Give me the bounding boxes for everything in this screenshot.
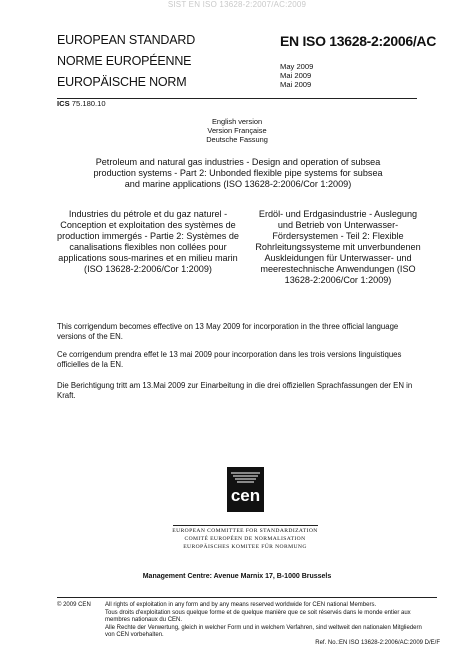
committee-fr: COMITÉ EUROPÉEN DE NORMALISATION: [184, 536, 306, 542]
footer-divider: [57, 597, 437, 598]
rights-de: Alle Rechte der Verwertung, gleich in welcher Form und in welchem Verfahren, sind weltweit den nationalen Mitgliedern von CEN vorbehalten.: [105, 624, 422, 639]
ics-value: 75.180.10: [71, 99, 106, 108]
committee-divider: [173, 525, 318, 526]
copyright: © 2009 CEN: [57, 602, 91, 608]
rights-fr: Tous droits d'exploitation sous quelque forme et de quelque manière que ce soit réservés dans le monde entier aux membres nationaux du CEN.: [105, 609, 411, 624]
standard-name-fr: NORME EUROPÉENNE: [57, 54, 192, 68]
date-fr: Mai 2009: [280, 71, 312, 80]
watermark: SIST EN ISO 13628-2:2007/AC:2009: [167, 0, 307, 9]
committee-en: EUROPEAN COMMITTEE FOR STANDARDIZATION: [172, 528, 318, 534]
cen-logo-text: cen: [230, 486, 261, 505]
title-english: Petroleum and natural gas industries - Design and operation of subsea production systems - Part 2: Unbonded flexible pipe systems for subsea and marine applications (ISO 13628-2:2006/Cor 1:2009): [93, 157, 383, 189]
corrigendum-french: Ce corrigendum prendra effet le 13 mai 2009 pour incorporation dans les trois versions linguistiques officielles de la EN.: [57, 350, 402, 369]
standard-code: EN ISO 13628-2:2006/AC: [280, 33, 437, 49]
version-fr: Version Française: [207, 126, 267, 135]
date-en: May 2009: [280, 62, 314, 71]
title-german: Erdöl- und Erdgasindustrie - Auslegung und Betrieb von Unterwasser-Fördersystemen - Teil 2: Flexible Rohrleitungssysteme mit unverbundenen Auskleidungen für Unterwasser- und meerestechnische Anwendungen (ISO 13628-2:2006/Cor 1:2009): [255, 209, 421, 285]
title-french: Industries du pétrole et du gaz naturel - Conception et exploitation des systèmes de production immergés - Partie 2: Systèmes de canalisations flexibles non collées pour applications sous-marines et en milieu marin (ISO 13628-2:2006/Cor 1:2009): [57, 209, 239, 274]
committee-de: EUROPÄISCHES KOMITEE FÜR NORMUNG: [183, 544, 307, 550]
ics-line: [57, 99, 106, 108]
corrigendum-english: This corrigendum becomes effective on 13 May 2009 for incorporation in the three official language versions of the EN.: [57, 322, 399, 341]
reference-number: Ref. No.:EN ISO 13628-2:2006/AC:2009 D/E/F: [315, 640, 440, 646]
management-centre: Management Centre: Avenue Marnix 17, B-1000 Brussels: [142, 573, 332, 580]
corrigendum-german: Die Berichtigung tritt am 13.Mai 2009 zur Einarbeitung in die drei offiziellen Sprachfassungen der EN in Kraft.: [57, 381, 413, 400]
cen-logo: [227, 467, 264, 512]
standard-name-en: EUROPEAN STANDARD: [57, 33, 196, 47]
date-de: Mai 2009: [280, 80, 312, 89]
version-de: Deutsche Fassung: [206, 135, 268, 144]
ics-label: ICS: [57, 99, 70, 108]
standard-name-de: EUROPÄISCHE NORM: [57, 75, 187, 89]
rights-en: All rights of exploitation in any form and by any means reserved worldwide for CEN national Members.: [105, 602, 377, 608]
rights-notice: [105, 602, 425, 640]
header-divider: [57, 98, 417, 99]
version-en: English version: [211, 117, 263, 126]
